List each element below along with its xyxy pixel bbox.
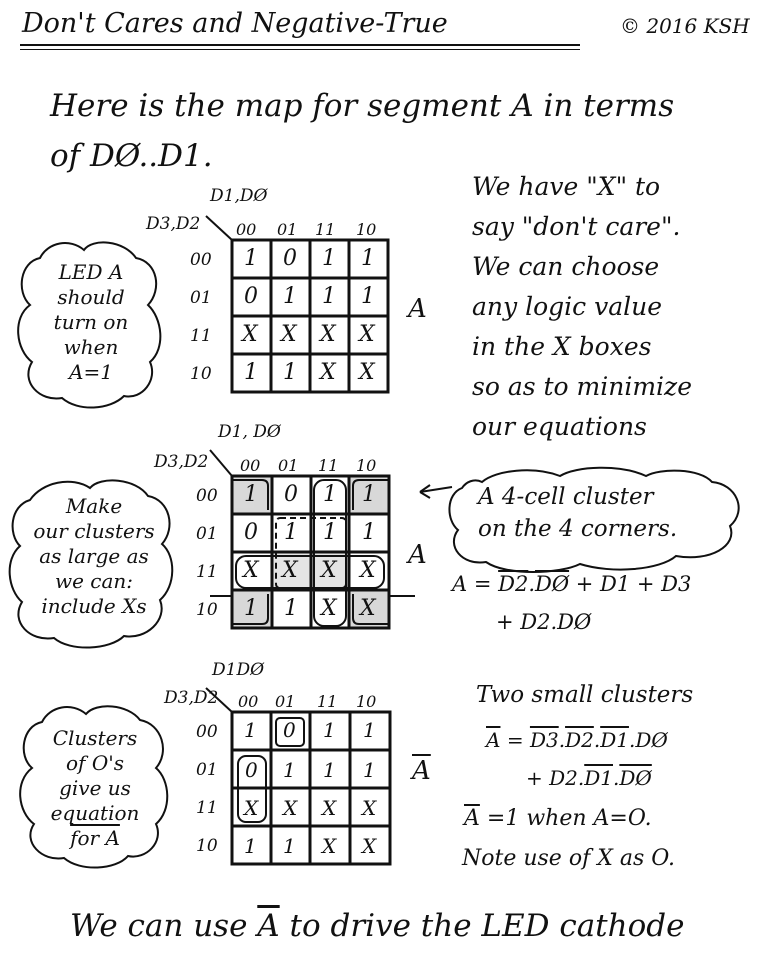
note-when (464, 806, 652, 831)
kmap-cell: 1 (244, 246, 258, 271)
eq-dot: . (528, 572, 536, 596)
kmap-cell: 0 (283, 718, 296, 742)
kmap-cell: 1 (284, 520, 298, 545)
callout-line: A 4-cell cluster (478, 484, 654, 510)
kmap-1-col-label: 10 (356, 220, 377, 239)
kmap-2-row-label: 01 (196, 524, 218, 544)
kmap-cell: 1 (283, 834, 296, 858)
kmap-cell: 1 (361, 246, 375, 271)
kmap-3-row-label: 01 (196, 760, 218, 780)
callout-line: on the 4 corners. (478, 516, 678, 542)
eq-lhs: A = (452, 572, 492, 596)
kmap-1-col-var: D1,DØ (210, 186, 268, 206)
bubble-line: turn on (53, 310, 129, 334)
equation-2-cont: + $D2.D1.\overline{DØ}$ (526, 766, 652, 790)
note-line: our equations (472, 412, 647, 441)
kmap-cell: 1 (244, 482, 258, 507)
kmap-cell: X (321, 596, 337, 621)
bubble-line: LED A (58, 260, 124, 284)
kmap-cell: 1 (284, 596, 298, 621)
note-line: so as to minimize (472, 372, 693, 401)
kmap-2-col-label: 00 (240, 456, 261, 475)
kmap-cell: 0 (244, 520, 258, 545)
eq-term-d2-bar: D2 (498, 572, 529, 596)
kmap-1-col-label: 00 (236, 220, 257, 239)
kmap-1-col-label: 01 (277, 220, 298, 239)
kmap-1-row-label: 01 (190, 288, 212, 308)
kmap-3-col-var: D1DØ (212, 660, 265, 680)
bubble-line: our clusters (33, 519, 155, 543)
bubble-line: give us (59, 776, 131, 800)
when-rest: =1 when A=O. (486, 806, 652, 831)
kmap-3-col-label: 00 (238, 692, 259, 711)
kmap-2-col-var: D1, DØ (218, 422, 281, 442)
kmap-cell: X (359, 360, 375, 385)
kmap-cell: 1 (244, 718, 257, 742)
kmap-2-row-label: 10 (196, 600, 218, 620)
kmap-cell: 0 (245, 758, 258, 782)
kmap-cell: X (283, 796, 298, 820)
kmap-cell: X (321, 558, 337, 583)
kmap-cell: 0 (284, 482, 298, 507)
kmap-1-output-label: A (408, 294, 427, 324)
kmap-cell: 1 (363, 758, 376, 782)
kmap-cell: X (320, 360, 336, 385)
equation-1 (452, 572, 691, 596)
bubble-2-text (24, 494, 164, 619)
kmap-cell: X (243, 558, 259, 583)
kmap-1-row-label: 11 (190, 326, 212, 346)
kmap-cell: X (244, 796, 259, 820)
kmap-2-row-label: 00 (196, 486, 218, 506)
kmap-cell: 1 (323, 718, 336, 742)
kmap-cell: 1 (283, 284, 297, 309)
kmap-3-output-label: $\overline{A}$ (412, 756, 431, 786)
equation-2: $\overline{A}$ = D3.D2.D1.DØ (486, 728, 668, 752)
bubble-line: A=1 (69, 360, 113, 384)
kmap-cell: X (362, 834, 377, 858)
kmap-cell: X (359, 322, 375, 347)
kmap-2-col-label: 10 (356, 456, 377, 475)
kmap-cell: 0 (244, 284, 258, 309)
note-line: any logic value (472, 292, 662, 321)
kmap-3-col-label: 11 (317, 692, 338, 711)
bubble-line: should (57, 285, 125, 309)
kmap-cell: X (360, 558, 376, 583)
bubble-line: when (63, 335, 119, 359)
bubble-3-text (38, 726, 152, 851)
kmap-3-row-var: D3,D2 (164, 688, 219, 708)
eq-equals: = (506, 728, 524, 752)
intro-line-1: Here is the map for segment A in terms (50, 88, 675, 124)
eq-lhs: $\overline{A}$ (486, 728, 501, 752)
kmap-cell: 0 (283, 246, 297, 271)
kmap-cell: 1 (283, 758, 296, 782)
kmap-cell: 1 (283, 360, 297, 385)
eq-term: D1 (600, 728, 629, 752)
kmap-cell: 1 (322, 284, 336, 309)
kmap-3-row-label: 00 (196, 722, 218, 742)
copyright: © 2016 KSH (620, 14, 750, 38)
eq-term: $\overline{DØ}$ (619, 766, 652, 790)
kmap-3-row-label: 11 (196, 798, 218, 818)
when-lhs: $\overline{A}$ (464, 806, 480, 831)
kmap-3-col-label: 10 (356, 692, 377, 711)
kmap-cell: 1 (363, 718, 376, 742)
kmap-cell: X (281, 322, 297, 347)
footer-pre: We can use (70, 908, 248, 944)
footer-post: to drive the LED cathode (289, 908, 685, 944)
note-line: We can choose (472, 252, 660, 281)
kmap-1-row-label: 10 (190, 364, 212, 384)
kmap-cell: 1 (244, 834, 257, 858)
eq-term: DØ (635, 728, 668, 752)
kmap-cell: X (242, 322, 258, 347)
eq-term: D1 (584, 766, 613, 790)
kmap-cell: 1 (323, 758, 336, 782)
eq-term: D2 (565, 728, 594, 752)
footer-a-bar: $\overline{A}$ (257, 908, 280, 944)
kmap-1-col-label: 11 (315, 220, 336, 239)
note-line: in the X boxes (472, 332, 652, 361)
eq-term: D3 (529, 728, 559, 752)
bubble-line: we can: (54, 569, 134, 593)
kmap-2-output-label: A (408, 540, 427, 570)
kmap-cell: X (322, 834, 337, 858)
note-x-as-0: Note use of X as O. (462, 846, 675, 871)
eq-term-d0-bar: $\overline{DØ}$ (535, 572, 570, 596)
kmap-3-col-label: 01 (275, 692, 296, 711)
kmap-cell: 1 (322, 246, 336, 271)
kmap-cell: X (360, 596, 376, 621)
kmap-cell: 1 (244, 596, 258, 621)
kmap-cell: 1 (323, 520, 337, 545)
kmap-cell: X (322, 796, 337, 820)
eq-plus-term: + D2. (526, 766, 585, 790)
note-line: We have "X" to (472, 172, 661, 201)
kmap-2-row-var: D3,D2 (154, 452, 209, 472)
kmap-cell: 1 (361, 284, 375, 309)
kmap-cell: X (320, 322, 336, 347)
kmap-3-row-label: 10 (196, 836, 218, 856)
kmap-2-col-label: 01 (278, 456, 299, 475)
kmap-2-col-label: 11 (318, 456, 339, 475)
bubble-line: of O's (66, 751, 124, 775)
bubble-line: include Xs (41, 594, 147, 618)
kmap-1-row-label: 00 (190, 250, 212, 270)
notes-heading: Two small clusters (476, 682, 694, 708)
kmap-1-row-var: D3,D2 (146, 214, 201, 234)
kmap-cell: 1 (362, 520, 376, 545)
kmap-cell: X (362, 796, 377, 820)
bubble-line: equation (50, 801, 140, 825)
kmap-cell: 1 (323, 482, 337, 507)
page-title: Don't Cares and Negative-True (22, 8, 448, 39)
eq-rest: + D1 + D3 (575, 572, 692, 596)
footer-text (70, 908, 684, 944)
bubble-line: Make (65, 494, 123, 518)
bubble-1-text (36, 260, 146, 385)
equation-1-cont: + D2.DØ (496, 610, 592, 634)
kmap-cell: X (282, 558, 298, 583)
kmap-cell: 1 (244, 360, 258, 385)
kmap-cell: 1 (362, 482, 376, 507)
bubble-line: for A (70, 826, 120, 850)
intro-line-2: of DØ..D1. (50, 138, 213, 174)
bubble-line: Clusters (52, 726, 138, 750)
kmap-2-row-label: 11 (196, 562, 218, 582)
note-line: say "don't care". (472, 212, 681, 241)
bubble-line: as large as (39, 544, 149, 568)
